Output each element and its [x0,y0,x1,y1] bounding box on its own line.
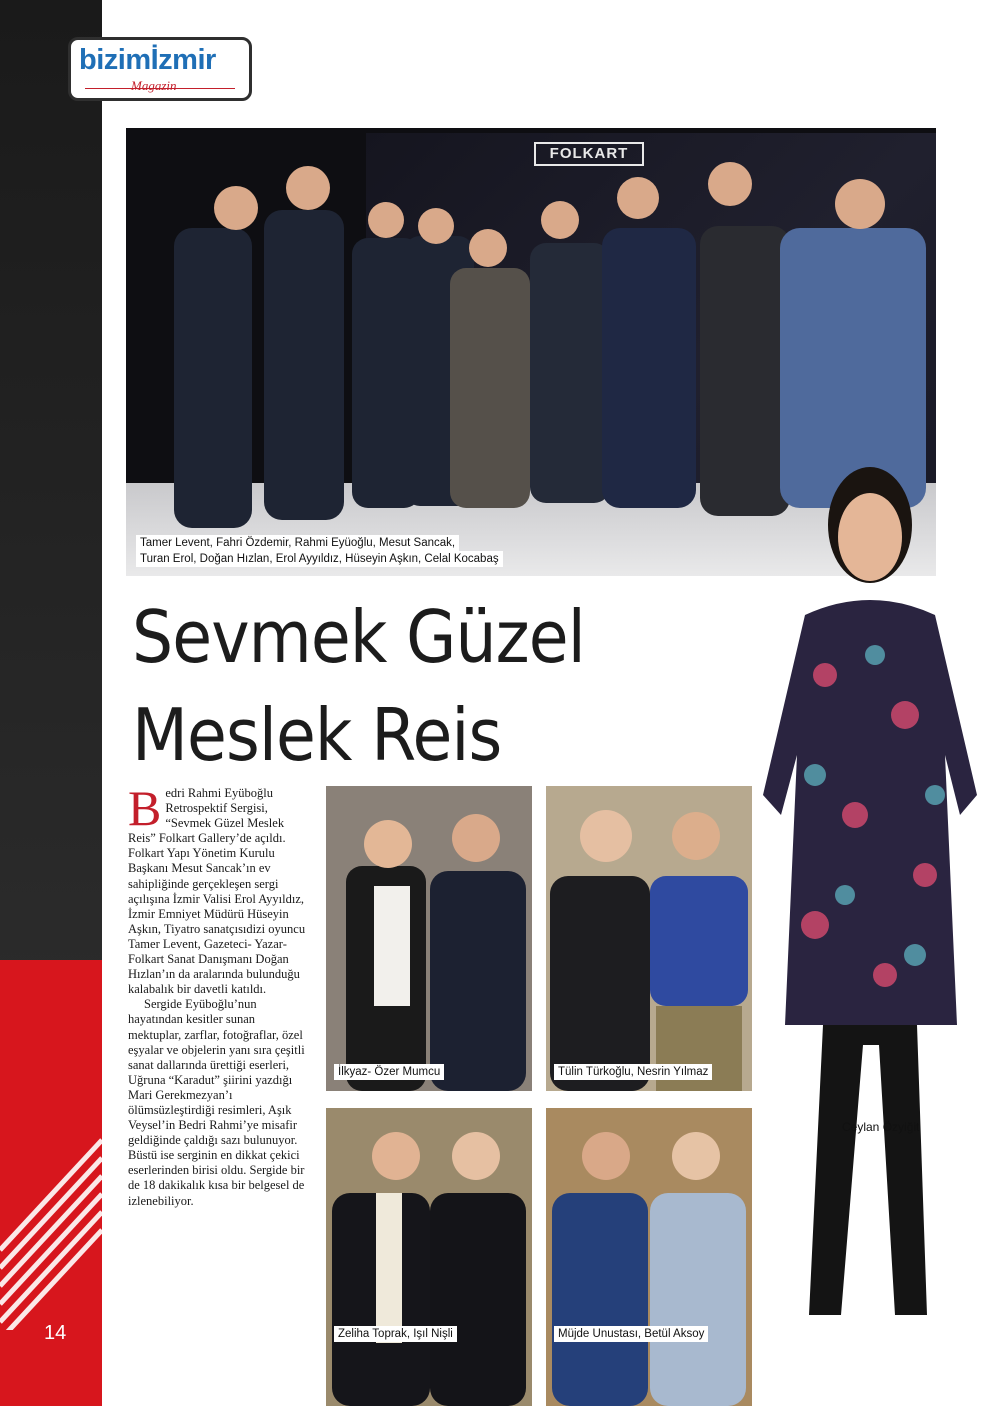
photo-caption: Zeliha Toprak, Işıl Nişli [334,1326,457,1342]
spine-stripes-decoration [0,1100,102,1330]
photo-caption: İlkyaz- Özer Mumcu [334,1064,444,1080]
magazine-logo [68,37,252,101]
portrait-caption: Ceylan Özyiğit [842,1120,920,1134]
folkart-sign: FOLKART [534,142,644,166]
photo-figures [326,786,532,1091]
logo-subtitle: Magazin [131,78,177,93]
dropcap: B [128,780,162,836]
headline-line2: Meslek Reis [132,693,502,777]
photo-caption: Müjde Unustası, Betül Aksoy [554,1326,708,1342]
article-paragraph-2: Sergide Eyüboğlu’nun hayatından kesitler sunan mektuplar, zarflar, fotoğraflar, özel eşyalar ve objelerin yanı sıra çeşitli sanat dallarında ürettiği eserleri, Uğruna “Karadut” şiirini yazdığı Mari Gerekmezyan’ı ölümsüzleştirdiği resimleri, Aşık Veysel’in Bedri Rahmi’ye misafir geldiğinde çaldığı sazı bulunuyor. Büstü ise serginin en dikkat çekici eserlerinden birisi oldu. Sergide bir de 18 dakikalık kısa bir belgesel de izlenebiliyor. [128,997,305,1208]
photo-tulin-nesrin [546,786,752,1091]
main-photo-caption-line2: Turan Erol, Doğan Hızlan, Erol Ayyıldız, Hüseyin Aşkın, Celal Kocabaş [136,551,503,567]
photo-figures [546,1108,752,1406]
logo-brand: bizimİzmir [79,44,216,76]
headline-line1: Sevmek Güzel [132,595,585,679]
main-photo-caption-line1: Tamer Levent, Fahri Özdemir, Rahmi Eyüoğlu, Mesut Sancak, [136,535,459,551]
headline [132,588,585,784]
page-number: 14 [44,1322,67,1344]
photo-figures [326,1108,532,1406]
article-body [128,780,308,1209]
photo-zeliha-isil [326,1108,532,1406]
photo-figures [546,786,752,1091]
photo-ilkyaz-ozer [326,786,532,1091]
spine-black-band [0,0,102,980]
article-paragraph-1: edri Rahmi Eyüboğlu Retrospektif Sergisi, “Sevmek Güzel Meslek Reis” Folkart Gallery’de açıldı. Folkart Yapı Yönetim Kurulu Başkanı Mesut Sancak’ın ev sahipliğinde gerçekleşen sergi açılışına İzmir Valisi Erol Ayyıldız, İzmir Emniyet Müdürü Hüseyin Aşkın, Tiyatro sanatçısıdizi oyuncu Tamer Levent, Gazeteci- Yazar- Folkart Sanat Danışmanı Doğan Hızlan’ın da aralarında bulunduğu kalabalık bir davetli katıldı. [128,786,306,997]
photo-mujde-betul [546,1108,752,1406]
photo-caption: Tülin Türkoğlu, Nesrin Yılmaz [554,1064,712,1080]
portrait-ceylan [745,455,995,1345]
